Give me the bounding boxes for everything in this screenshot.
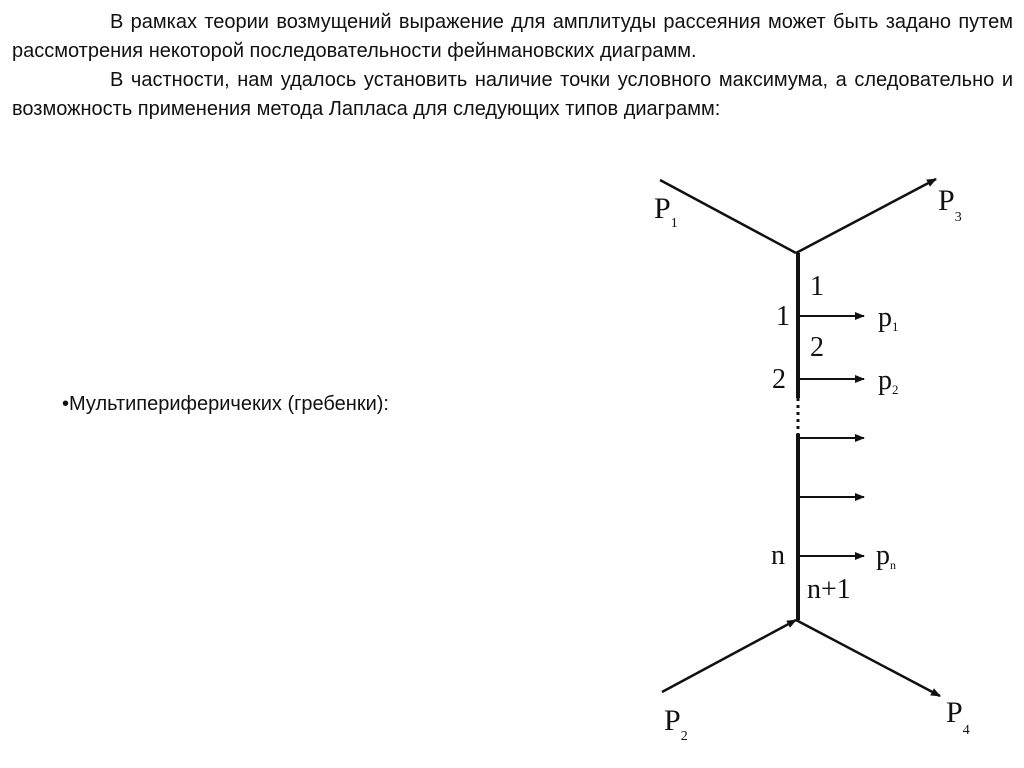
label-P4: $P_4$ bbox=[946, 696, 970, 738]
emission-label-pn: pn bbox=[876, 540, 896, 572]
incoming-leg-p2 bbox=[662, 620, 796, 692]
paragraph-1-text: В рамках теории возмущений выражение для амплитуды рассеяния может быть задано путем рассмотрения некоторой последовательности фейнмановских диаграмм. bbox=[12, 11, 1013, 62]
intro-paragraph bbox=[12, 8, 1013, 66]
segment-label-n-plus-1: n+1 bbox=[807, 574, 851, 605]
label-P3: $P_3$ bbox=[938, 184, 962, 225]
label-P1: $P_1$ bbox=[654, 192, 678, 231]
emission-label-p1: p1 bbox=[878, 302, 899, 334]
vertex-label-2: 2 bbox=[772, 364, 786, 395]
paragraph-2-text: В частности, нам удалось установить наличие точки условного максимума, а следовательно и возможность применения метода Лапласа для следующих типов диаграмм: bbox=[12, 69, 1013, 120]
emission-label-p2: p2 bbox=[878, 365, 899, 397]
bullet-multiperipheral: •Мультипериферичеких (гребенки): bbox=[62, 393, 389, 415]
outgoing-leg-p4 bbox=[796, 620, 940, 696]
segment-label-2: 2 bbox=[810, 332, 824, 363]
vertex-label-n: n bbox=[771, 540, 785, 571]
vertex-label-1: 1 bbox=[776, 301, 790, 332]
outgoing-leg-p3 bbox=[796, 179, 936, 253]
incoming-leg-p1 bbox=[660, 180, 796, 253]
comb-feynman-diagram bbox=[610, 160, 1010, 760]
method-paragraph bbox=[12, 66, 1013, 124]
segment-label-1: 1 bbox=[810, 271, 824, 302]
label-P2: $P_2$ bbox=[664, 704, 688, 744]
